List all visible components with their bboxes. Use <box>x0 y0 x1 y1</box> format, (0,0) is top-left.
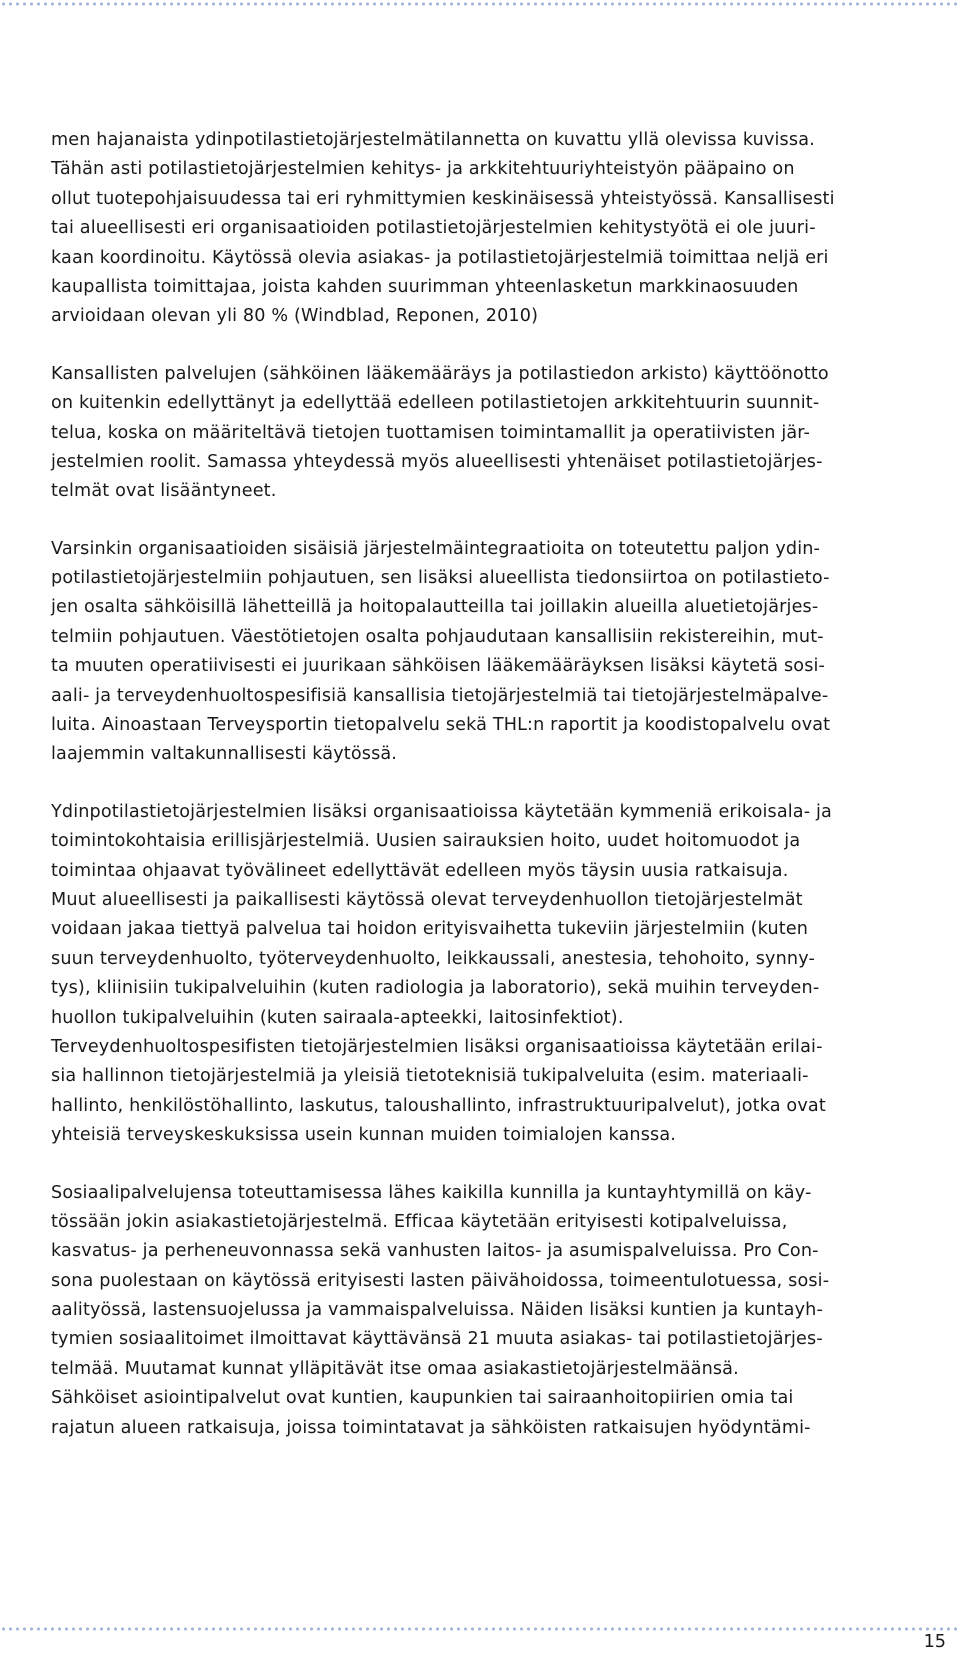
top-dotted-rule <box>0 2 960 6</box>
text-line: Terveydenhuoltospesifisten tietojärjestelmien lisäksi organisaatioissa käytetään erilai- <box>51 1036 823 1057</box>
text-line: jen osalta sähköisillä lähetteillä ja hoitopalautteilla tai joillakin alueilla aluetietojärjes- <box>51 597 819 618</box>
text-line: on kuitenkin edellyttänyt ja edellyttää edelleen potilastietojen arkkitehtuurin suunnit- <box>51 393 820 414</box>
text-line: telua, koska on määriteltävä tietojen tuottamisen toimintamallit ja operatiivisten jär- <box>51 422 811 443</box>
bottom-dotted-rule <box>0 1627 960 1631</box>
paragraph-gap <box>51 332 941 360</box>
text-line: kasvatus- ja perheneuvonnassa sekä vanhusten laitos- ja asumispalveluissa. Pro Con- <box>51 1241 819 1262</box>
text-line: aali- ja terveydenhuoltospesifisiä kansallisia tietojärjestelmiä tai tietojärjestelmäpalve- <box>51 685 829 706</box>
text-line: tössään jokin asiakastietojärjestelmä. Efficaa käytetään erityisesti kotipalveluissa, <box>51 1211 788 1232</box>
text-line: ta muuten operatiivisesti ei juurikaan sähköisen lääkemääräyksen lisäksi käytetä sosi- <box>51 656 826 677</box>
text-line: telmät ovat lisääntyneet. <box>51 481 277 502</box>
text-line: toimintokohtaisia erillisjärjestelmiä. Uusien sairauksien hoito, uudet hoitomuodot ja <box>51 831 801 852</box>
document-body <box>51 126 941 1443</box>
text-line: voidaan jakaa tiettyä palvelua tai hoidon erityisvaihetta tukeviin järjestelmiin (kuten <box>51 919 809 940</box>
text-line: jestelmien roolit. Samassa yhteydessä myös alueellisesti yhtenäiset potilastietojärjes- <box>51 451 823 472</box>
text-line: Ydinpotilastietojärjestelmien lisäksi organisaatioissa käytetään kymmeniä erikoisala- ja <box>51 801 832 822</box>
text-line: luita. Ainoastaan Terveysportin tietopalvelu sekä THL:n raportit ja koodistopalvelu ovat <box>51 715 831 736</box>
text-line: telmiin pohjautuen. Väestötietojen osalta pohjaudutaan kansallisiin rekistereihin, mut- <box>51 626 824 647</box>
paragraph-3 <box>51 535 941 770</box>
text-line: arvioidaan olevan yli 80 % (Windblad, Reponen, 2010) <box>51 306 539 327</box>
text-line: tymien sosiaalitoimet ilmoittavat käyttävänsä 21 muuta asiakas- tai potilastietojärjes- <box>51 1329 823 1350</box>
text-line: sia hallinnon tietojärjestelmiä ja yleisiä tietoteknisiä tukipalveluita (esim. materiaali- <box>51 1066 809 1087</box>
text-line: Sosiaalipalvelujensa toteuttamisessa lähes kaikilla kunnilla ja kuntayhtymillä on käy- <box>51 1182 812 1203</box>
text-line: kaupallista toimittajaa, joista kahden suurimman yhteenlasketun markkinaosuuden <box>51 276 799 297</box>
text-line: laajemmin valtakunnallisesti käytössä. <box>51 744 398 765</box>
text-line: telmää. Muutamat kunnat ylläpitävät itse omaa asiakastietojärjestelmäänsä. <box>51 1358 739 1379</box>
text-line: kaan koordinoitu. Käytössä olevia asiakas- ja potilastietojärjestelmiä toimittaa neljä eri <box>51 247 829 268</box>
paragraph-gap <box>51 770 941 798</box>
text-line: Varsinkin organisaatioiden sisäisiä järjestelmäintegraatioita on toteutettu paljon ydin- <box>51 538 821 559</box>
paragraph-1 <box>51 126 941 332</box>
text-line: sona puolestaan on käytössä erityisesti lasten päivähoidossa, toimeentulotuessa, sosi- <box>51 1270 830 1291</box>
text-line: aalityössä, lastensuojelussa ja vammaispalveluissa. Näiden lisäksi kuntien ja kuntayh- <box>51 1300 823 1321</box>
paragraph-5 <box>51 1179 941 1444</box>
text-line: potilastietojärjestelmiin pohjautuen, sen lisäksi alueellista tiedonsiirtoa on potilastieto- <box>51 568 830 589</box>
paragraph-2 <box>51 360 941 507</box>
text-line: yhteisiä terveyskeskuksissa usein kunnan muiden toimialojen kanssa. <box>51 1125 677 1146</box>
text-line: Sähköiset asiointipalvelut ovat kuntien, kaupunkien tai sairaanhoitopiirien omia tai <box>51 1388 794 1409</box>
text-line: toimintaa ohjaavat työvälineet edellyttävät edelleen myös täysin uusia ratkaisuja. <box>51 860 789 881</box>
text-line: Kansallisten palvelujen (sähköinen lääkemääräys ja potilastiedon arkisto) käyttöönotto <box>51 363 829 384</box>
text-line: huollon tukipalveluihin (kuten sairaala-apteekki, laitosinfektiot). <box>51 1007 624 1028</box>
text-line: hallinto, henkilöstöhallinto, laskutus, taloushallinto, infrastruktuuripalvelut), jotka ovat <box>51 1095 826 1116</box>
text-line: ollut tuotepohjaisuudessa tai eri ryhmittymien keskinäisessä yhteistyössä. Kansallisesti <box>51 188 835 209</box>
text-line: Tähän asti potilastietojärjestelmien kehitys- ja arkkitehtuuriyhteistyön pääpaino on <box>51 159 795 180</box>
text-line: suun terveydenhuolto, työterveydenhuolto, leikkaussali, anestesia, tehohoito, synny- <box>51 948 815 969</box>
text-line: rajatun alueen ratkaisuja, joissa toimintatavat ja sähköisten ratkaisujen hyödyntämi- <box>51 1417 811 1438</box>
paragraph-4 <box>51 798 941 1151</box>
paragraph-gap <box>51 1151 941 1179</box>
page-number: 15 <box>923 1632 946 1652</box>
text-line: tys), kliinisiin tukipalveluihin (kuten radiologia ja laboratorio), sekä muihin terveyden- <box>51 978 820 999</box>
text-line: tai alueellisesti eri organisaatioiden potilastietojärjestelmien kehitystyötä ei ole juuri- <box>51 218 816 239</box>
text-line: men hajanaista ydinpotilastietojärjestelmätilannetta on kuvattu yllä olevissa kuvissa. <box>51 130 815 150</box>
paragraph-gap <box>51 507 941 535</box>
text-line: Muut alueellisesti ja paikallisesti käytössä olevat terveydenhuollon tietojärjestelmät <box>51 889 803 910</box>
